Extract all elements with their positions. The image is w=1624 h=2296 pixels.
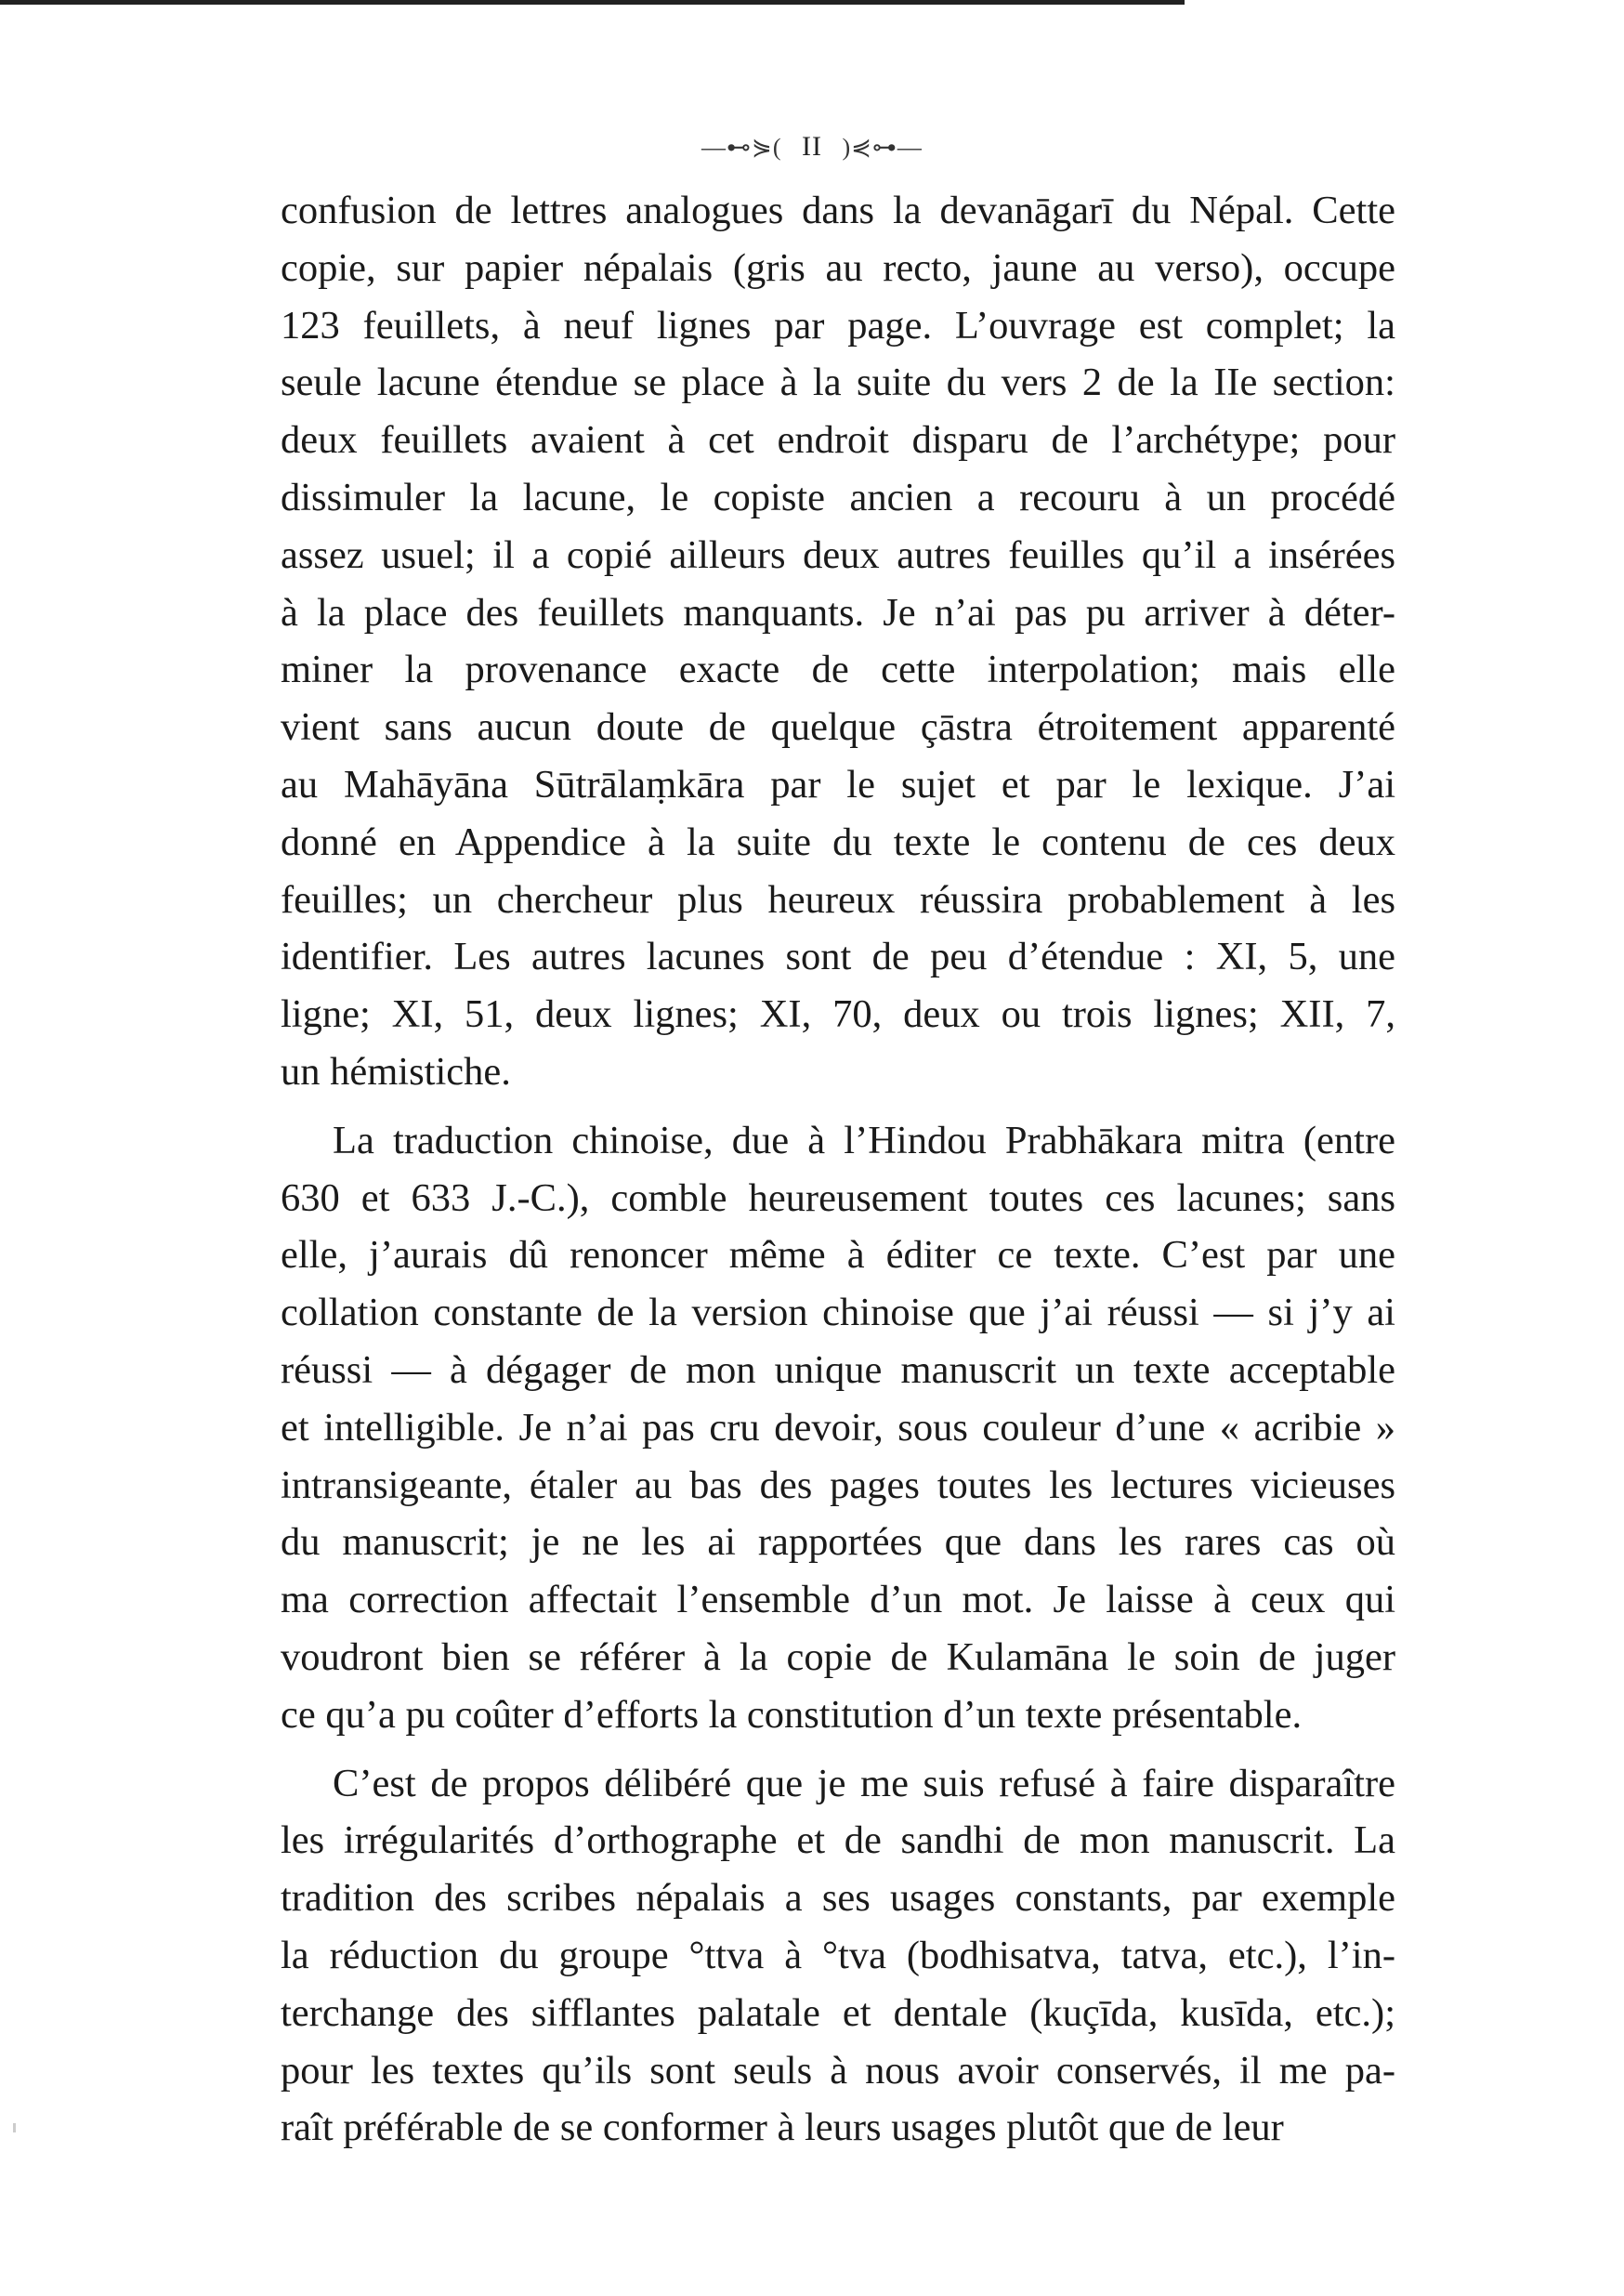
text-line: intransigeante, étaler au bas des pages toutes les lectures vicieuses bbox=[281, 1463, 1395, 1507]
header-right-ornament: )⋞⊶— bbox=[842, 134, 923, 161]
text-line: ma correction affectait l’ensemble d’un mot. Je laisse à ceux qui bbox=[281, 1578, 1395, 1622]
text-line: C’est de propos délibéré que je me suis refusé à faire disparaître bbox=[333, 1761, 1395, 1805]
text-line: 630 et 633 J.-C.), comble heureusement toutes ces lacunes; sans bbox=[281, 1175, 1395, 1220]
text-line: 123 feuillets, à neuf lignes par page. L’ouvrage est complet; la bbox=[281, 303, 1395, 348]
text-line: terchange des sifflantes palatale et dentale (kuçīda, kusīda, etc.); bbox=[281, 1990, 1395, 2035]
text-line: au Mahāyāna Sūtrālaṃkāra par le sujet et par le lexique. J’ai bbox=[281, 762, 1395, 807]
body-text bbox=[281, 182, 1395, 2157]
text-line: miner la provenance exacte de cette interpolation; mais elle bbox=[281, 648, 1395, 692]
text-line: dissimuler la lacune, le copiste ancien a recouru à un procédé bbox=[281, 475, 1395, 519]
paragraph bbox=[281, 1112, 1395, 1744]
text-line: donné en Appendice à la suite du texte le contenu de ces deux bbox=[281, 820, 1395, 864]
text-line: assez usuel; il a copié ailleurs deux autres feuilles qu’il a insérées bbox=[281, 532, 1395, 577]
header-left-ornament: —⊷⋟( bbox=[701, 134, 782, 161]
text-line: raît préférable de se conformer à leurs usages plutôt que de leur bbox=[281, 2106, 1284, 2150]
text-line: confusion de lettres analogues dans la devanāgarī du Népal. Cette bbox=[281, 189, 1395, 232]
text-line: La traduction chinoise, due à l’Hindou Prabhākara mitra (entre bbox=[333, 1118, 1395, 1162]
text-line: collation constante de la version chinoise que j’ai réussi — si j’y ai bbox=[281, 1291, 1395, 1335]
text-line: feuilles; un chercheur plus heureux réussira probablement à les bbox=[281, 877, 1395, 922]
text-line: à la place des feuillets manquants. Je n’ai pas pu arriver à déter- bbox=[281, 590, 1395, 635]
scan-edge-mark bbox=[13, 2123, 16, 2132]
paragraph bbox=[281, 1755, 1395, 2158]
text-line: voudront bien se référer à la copie de Kulamāna le soin de juger bbox=[281, 1634, 1395, 1679]
text-line: seule lacune étendue se place à la suite du vers 2 de la IIe section: bbox=[281, 361, 1395, 405]
paragraph bbox=[281, 182, 1395, 1101]
text-line: ce qu’a pu coûter d’efforts la constitution d’un texte présentable. bbox=[281, 1692, 1303, 1737]
text-line: et intelligible. Je n’ai pas cru devoir, sous couleur d’une « acribie » bbox=[281, 1405, 1395, 1450]
text-line: copie, sur papier népalais (gris au recto, jaune au verso), occupe bbox=[281, 245, 1395, 290]
text-line: identifier. Les autres lacunes sont de peu d’étendue : XI, 5, une bbox=[281, 935, 1395, 979]
text-line: du manuscrit; je ne les ai rapportées que dans les rares cas où bbox=[281, 1520, 1395, 1565]
text-line: un hémistiche. bbox=[281, 1049, 511, 1094]
text-line: réussi — à dégager de mon unique manuscrit un texte acceptable bbox=[281, 1347, 1395, 1392]
text-line: elle, j’aurais dû renoncer même à éditer ce texte. C’est par une bbox=[281, 1233, 1395, 1278]
text-line: les irrégularités d’orthographe et de sandhi de mon manuscrit. La bbox=[281, 1818, 1395, 1863]
text-line: tradition des scribes népalais a ses usages constants, par exemple bbox=[281, 1876, 1395, 1921]
top-rule bbox=[0, 0, 1185, 5]
text-line: pour les textes qu’ils sont seuls à nous avoir conservés, il me pa- bbox=[281, 2048, 1395, 2093]
text-line: ligne; XI, 51, deux lignes; XI, 70, deux ou trois lignes; XII, 7, bbox=[281, 992, 1395, 1037]
text-line: vient sans aucun doute de quelque çāstra étroitement apparenté bbox=[281, 705, 1395, 750]
text-line: la réduction du groupe °ttva à °tva (bodhisatva, tatva, etc.), l’in- bbox=[281, 1933, 1395, 1977]
text-line: deux feuillets avaient à cet endroit disparu de l’archétype; pour bbox=[281, 418, 1395, 463]
running-header bbox=[0, 128, 1624, 164]
page-number: II bbox=[802, 131, 822, 162]
